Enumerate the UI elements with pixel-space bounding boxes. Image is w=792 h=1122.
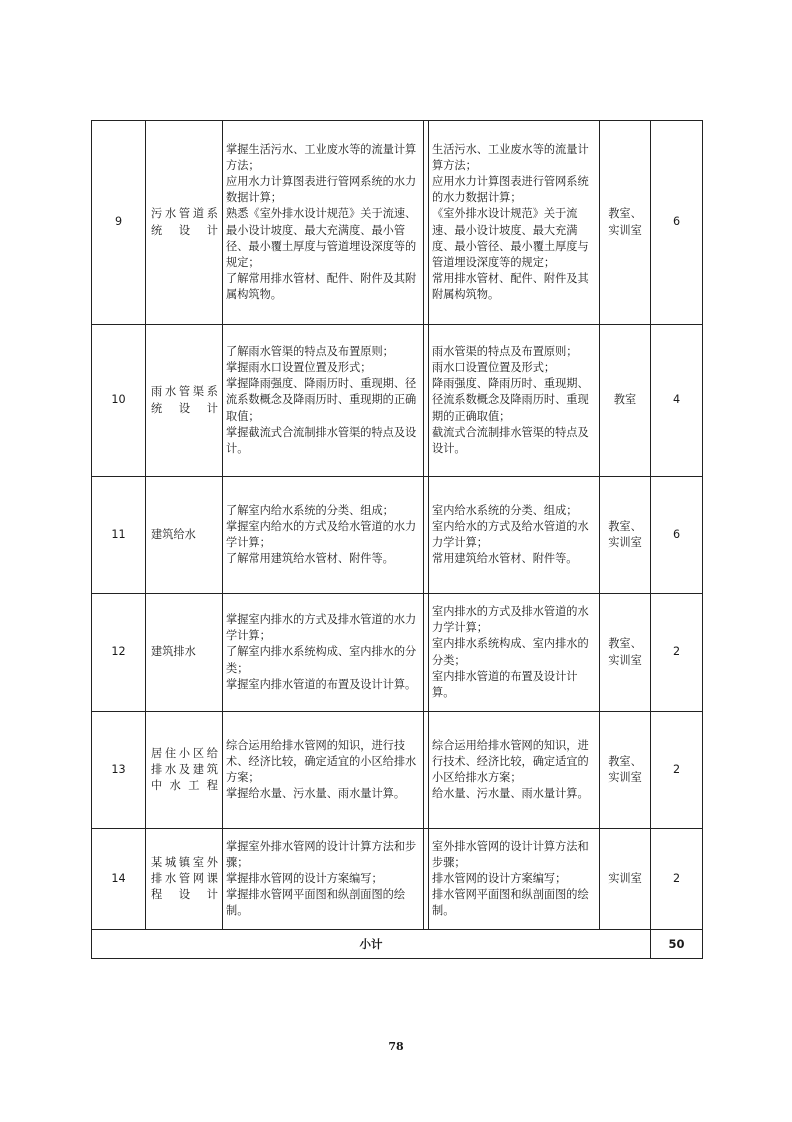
table-row xyxy=(92,712,703,829)
topic-name: 污水管道系统设计 xyxy=(146,121,223,325)
class-hours: 2 xyxy=(651,712,703,829)
table-row xyxy=(92,325,703,477)
teaching-venue: 教室、 实训室 xyxy=(600,712,651,829)
topic-name: 某城镇室外排水管网课程设计 xyxy=(146,829,223,930)
teaching-content: 生活污水、工业废水等的流量计算方法； 应用水力计算图表进行管网系统的水力数据计算； 《室外排水设计规范》关于流速、最小设计坡度、最大充满度、最小管径、最小覆土厚度与管道埋设深度等的规定； 常用排水管材、配件、附件及其附属构筑物。 xyxy=(429,121,600,325)
row-number: 11 xyxy=(92,477,146,594)
learning-objectives: 掌握室内排水的方式及排水管道的水力学计算； 了解室内排水系统构成、室内排水的分类； 掌握室内排水管道的布置及设计计算。 xyxy=(223,594,424,712)
teaching-venue: 教室、 实训室 xyxy=(600,594,651,712)
learning-objectives: 了解雨水管渠的特点及布置原则； 掌握雨水口设置位置及形式； 掌握降雨强度、降雨历时、重现期、径流系数概念及降雨历时、重现期的正确取值； 掌握截流式合流制排水管渠的特点及设计。 xyxy=(223,325,424,477)
teaching-venue: 实训室 xyxy=(600,829,651,930)
topic-name: 雨水管渠系统设计 xyxy=(146,325,223,477)
teaching-content: 室外排水管网的设计计算方法和步骤； 排水管网的设计方案编写； 排水管网平面图和纵剖面图的绘制。 xyxy=(429,829,600,930)
teaching-content: 室内给水系统的分类、组成； 室内给水的方式及给水管道的水力学计算； 常用建筑给水管材、附件等。 xyxy=(429,477,600,594)
row-number: 13 xyxy=(92,712,146,829)
page-number: 78 xyxy=(388,1040,404,1053)
class-hours: 6 xyxy=(651,477,703,594)
table-row xyxy=(92,477,703,594)
teaching-venue: 教室、 实训室 xyxy=(600,477,651,594)
total-row xyxy=(92,930,703,959)
teaching-content: 室内排水的方式及排水管道的水力学计算； 室内排水系统构成、室内排水的分类； 室内排水管道的布置及设计计算。 xyxy=(429,594,600,712)
row-number: 12 xyxy=(92,594,146,712)
teaching-content: 综合运用给排水管网的知识，进行技术、经济比较，确定适宜的小区给排水方案； 给水量、污水量、雨水量计算。 xyxy=(429,712,600,829)
topic-name: 建筑给水 xyxy=(146,477,223,594)
learning-objectives: 了解室内给水系统的分类、组成； 掌握室内给水的方式及给水管道的水力学计算； 了解常用建筑给水管材、附件等。 xyxy=(223,477,424,594)
row-number: 9 xyxy=(92,121,146,325)
learning-objectives: 掌握室外排水管网的设计计算方法和步骤； 掌握排水管网的设计方案编写； 掌握排水管网平面图和纵剖面图的绘制。 xyxy=(223,829,424,930)
topic-name: 居住小区给排水及建筑中水工程 xyxy=(146,712,223,829)
teaching-content: 雨水管渠的特点及布置原则； 雨水口设置位置及形式； 降雨强度、降雨历时、重现期、径流系数概念及降雨历时、重现期的正确取值； 截流式合流制排水管渠的特点及设计。 xyxy=(429,325,600,477)
table-row xyxy=(92,121,703,325)
course-content-table xyxy=(91,120,703,959)
class-hours: 6 xyxy=(651,121,703,325)
row-number: 10 xyxy=(92,325,146,477)
teaching-venue: 教室、 实训室 xyxy=(600,121,651,325)
class-hours: 4 xyxy=(651,325,703,477)
topic-name: 建筑排水 xyxy=(146,594,223,712)
teaching-venue: 教室 xyxy=(600,325,651,477)
total-hours: 50 xyxy=(651,930,703,959)
learning-objectives: 掌握生活污水、工业废水等的流量计算方法； 应用水力计算图表进行管网系统的水力数据计算； 熟悉《室外排水设计规范》关于流速、最小设计坡度、最大充满度、最小管径、最小覆土厚度与管道埋设深度等的规定； 了解常用排水管材、配件、附件及其附属构筑物。 xyxy=(223,121,424,325)
class-hours: 2 xyxy=(651,594,703,712)
class-hours: 2 xyxy=(651,829,703,930)
total-label: 小计 xyxy=(92,930,651,959)
table-row xyxy=(92,594,703,712)
row-number: 14 xyxy=(92,829,146,930)
table-row xyxy=(92,829,703,930)
learning-objectives: 综合运用给排水管网的知识，进行技术、经济比较，确定适宜的小区给排水方案； 掌握给水量、污水量、雨水量计算。 xyxy=(223,712,424,829)
